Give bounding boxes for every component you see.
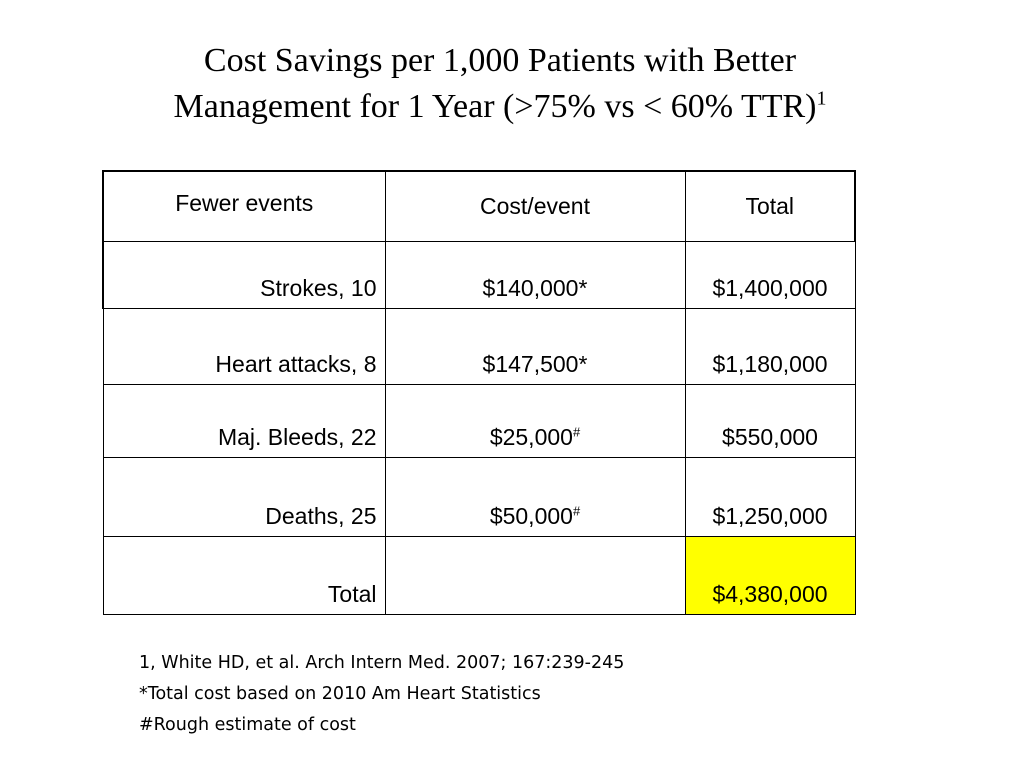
header-cost-per-event: Cost/event — [385, 171, 685, 241]
event-cell: Maj. Bleeds, 22 — [103, 384, 385, 457]
header-total: Total — [685, 171, 855, 241]
slide-title-line-2-text: Management for 1 Year (>75% vs < 60% TTR) — [173, 88, 817, 125]
table-row — [103, 241, 855, 308]
table-row — [103, 308, 855, 384]
total-cell: $1,400,000 — [685, 241, 855, 308]
cost-savings-table — [102, 170, 856, 615]
grand-total-cell: $4,380,000 — [685, 536, 855, 614]
table-total-row — [103, 536, 855, 614]
cost-value: $147,500* — [482, 350, 588, 377]
footnote-asterisk: *Total cost based on 2010 Am Heart Statistics — [139, 684, 541, 704]
title-reference-superscript: 1 — [816, 87, 827, 110]
total-cell: $550,000 — [685, 384, 855, 457]
footnotes — [139, 648, 624, 741]
footnote-hash: #Rough estimate of cost — [139, 715, 356, 735]
cost-cell-empty — [385, 536, 685, 614]
footnote-reference: 1, White HD, et al. Arch Intern Med. 2007; 167:239-245 — [139, 653, 625, 673]
cost-footnote-mark: # — [572, 502, 581, 518]
header-fewer-events: Fewer events — [103, 171, 385, 241]
event-cell: Deaths, 25 — [103, 457, 385, 536]
cost-cell — [385, 308, 685, 384]
table-row — [103, 384, 855, 457]
cost-value: $25,000 — [489, 423, 573, 450]
slide-title-line-1: Cost Savings per 1,000 Patients with Better — [203, 42, 797, 79]
total-cell: $1,250,000 — [685, 457, 855, 536]
total-cell: $1,180,000 — [685, 308, 855, 384]
cost-cell — [385, 457, 685, 536]
event-cell-total: Total — [103, 536, 385, 614]
cost-footnote-mark: # — [572, 423, 581, 439]
event-cell: Strokes, 10 — [103, 241, 385, 308]
slide-title — [0, 38, 1000, 130]
cost-value: $140,000* — [482, 274, 588, 301]
event-cell: Heart attacks, 8 — [103, 308, 385, 384]
cost-cell — [385, 241, 685, 308]
table-row — [103, 457, 855, 536]
cost-value: $50,000 — [489, 502, 573, 529]
table-header-row — [103, 171, 855, 241]
cost-cell — [385, 384, 685, 457]
slide-title-line-2 — [0, 84, 1000, 130]
